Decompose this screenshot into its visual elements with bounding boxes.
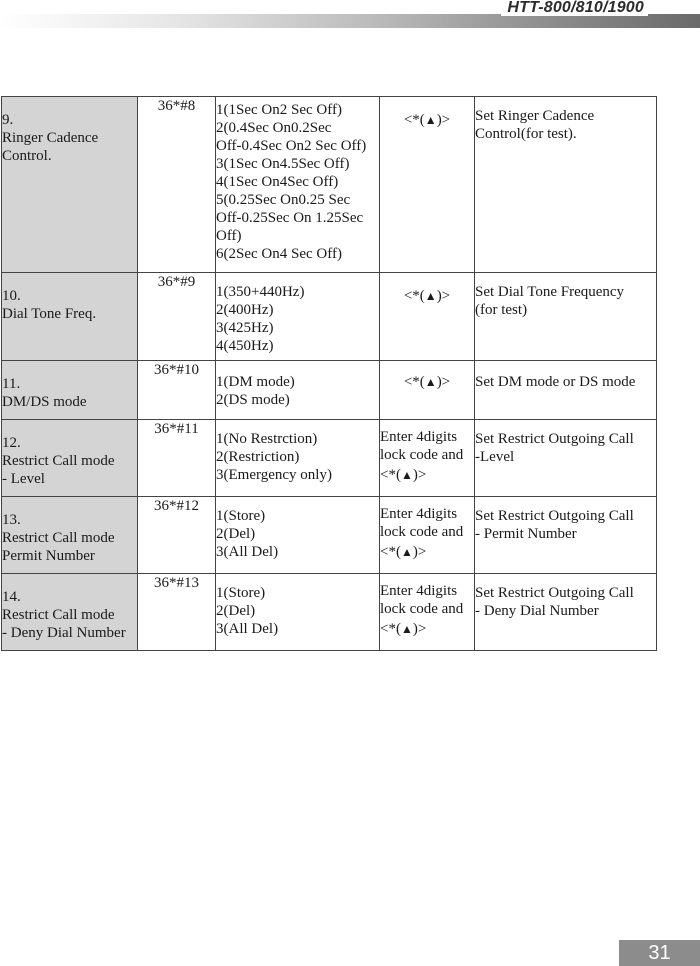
option-line: 1(DM mode) (216, 374, 295, 390)
feature-code-cell (138, 420, 216, 497)
setting-name-line: Ringer Cadence (2, 130, 99, 146)
options-cell (216, 574, 380, 651)
table-row (2, 97, 657, 273)
key-sequence (380, 620, 474, 638)
up-triangle-icon: ▲ (400, 545, 413, 559)
setting-name-line: Control. (2, 148, 52, 164)
feature-code-cell (138, 97, 216, 273)
setting-number: 12. (2, 435, 21, 451)
option-line: 3(All Del) (216, 621, 279, 637)
key-suffix: )> (436, 288, 451, 304)
setting-name-line: Dial Tone Freq. (2, 306, 97, 322)
option-line: 3(1Sec On4.5Sec Off) (216, 156, 350, 172)
setting-name-line: - Deny Dial Number (2, 625, 126, 641)
key-suffix: )> (412, 544, 427, 560)
options-cell (216, 361, 380, 420)
option-line: 1(350+440Hz) (216, 284, 305, 300)
up-triangle-icon: ▲ (400, 468, 413, 482)
key-sequence-cell (380, 420, 475, 497)
setting-number: 13. (2, 512, 21, 528)
key-prefix: <*( (380, 544, 401, 560)
up-triangle-icon: ▲ (424, 289, 437, 303)
option-line: 5(0.25Sec On0.25 Sec (216, 192, 351, 208)
key-sequence (380, 373, 474, 391)
key-prefix: <*( (380, 467, 401, 483)
option-line: Off-0.4Sec On2 Sec Off) (216, 138, 367, 154)
model-title: HTT-800/810/1900 (501, 0, 648, 16)
options-cell (216, 97, 380, 273)
description-line: - Permit Number (475, 526, 577, 542)
setting-name-cell (2, 273, 138, 361)
table-row (2, 361, 657, 420)
page-number-badge: 31 (619, 940, 700, 966)
setting-name-cell (2, 361, 138, 420)
description-line: Set Restrict Outgoing Call (475, 585, 634, 601)
option-line: 1(1Sec On2 Sec Off) (216, 102, 342, 118)
setting-number: 9. (2, 112, 14, 128)
key-sequence-cell (380, 497, 475, 574)
feature-code: 36*#11 (154, 421, 199, 437)
option-line: Off-0.25Sec On 1.25Sec (216, 210, 364, 226)
description-cell (475, 361, 657, 420)
up-triangle-icon: ▲ (400, 622, 413, 636)
key-sequence (380, 287, 474, 305)
key-sequence-cell (380, 361, 475, 420)
description-cell (475, 273, 657, 361)
key-prefix: <*( (403, 112, 425, 128)
up-triangle-icon: ▲ (424, 375, 437, 389)
key-prefix: <*( (380, 621, 401, 637)
key-sequence (380, 466, 474, 484)
key-sequence (380, 543, 474, 561)
description-line: Set DM mode or DS mode (475, 374, 636, 390)
table-row (2, 574, 657, 651)
option-line: 3(Emergency only) (216, 467, 332, 483)
description-line: -Level (475, 449, 515, 465)
description-line: Set Restrict Outgoing Call (475, 431, 634, 447)
table-row (2, 273, 657, 361)
description-cell (475, 420, 657, 497)
settings-table (1, 96, 657, 651)
option-line: 6(2Sec On4 Sec Off) (216, 246, 342, 262)
key-sequence (380, 111, 474, 129)
option-line: 2(DS mode) (216, 392, 290, 408)
option-line: 4(450Hz) (216, 338, 274, 354)
table-row (2, 497, 657, 574)
setting-number: 14. (2, 589, 21, 605)
option-line: 3(All Del) (216, 544, 279, 560)
option-line: 1(Store) (216, 508, 266, 524)
option-line: 1(No Restrction) (216, 431, 318, 447)
setting-number: 10. (2, 288, 21, 304)
feature-code: 36*#8 (157, 98, 196, 114)
table-body (2, 97, 657, 651)
feature-code-cell (138, 361, 216, 420)
feature-code: 36*#13 (154, 575, 199, 591)
feature-code: 36*#10 (154, 362, 199, 378)
up-triangle-icon: ▲ (424, 113, 437, 127)
feature-code: 36*#12 (154, 498, 199, 514)
description-cell (475, 574, 657, 651)
description-cell (475, 497, 657, 574)
key-suffix: )> (412, 467, 427, 483)
feature-code: 36*#9 (157, 274, 196, 290)
key-suffix: )> (412, 621, 427, 637)
setting-name-line: - Level (2, 471, 45, 487)
setting-name-cell (2, 420, 138, 497)
setting-name-cell (2, 497, 138, 574)
setting-name-line: Permit Number (2, 548, 95, 564)
option-line: Off) (216, 228, 242, 244)
option-line: 2(0.4Sec On0.2Sec (216, 120, 332, 136)
feature-code-cell (138, 574, 216, 651)
setting-name-cell (2, 97, 138, 273)
setting-name-line: Restrict Call mode (2, 530, 115, 546)
table-row (2, 420, 657, 497)
setting-name-cell (2, 574, 138, 651)
key-sequence-cell (380, 273, 475, 361)
description-line: Set Restrict Outgoing Call (475, 508, 634, 524)
key-sequence-cell (380, 97, 475, 273)
key-suffix: )> (436, 374, 451, 390)
lock-code-instruction: Enter 4digits lock code and (380, 429, 464, 463)
setting-name-line: Restrict Call mode (2, 607, 115, 623)
lock-code-instruction: Enter 4digits lock code and (380, 506, 464, 540)
feature-code-cell (138, 497, 216, 574)
option-line: 2(400Hz) (216, 302, 274, 318)
option-line: 1(Store) (216, 585, 266, 601)
option-line: 4(1Sec On4Sec Off) (216, 174, 339, 190)
setting-number: 11. (2, 376, 21, 392)
description-line: Control(for test). (475, 126, 577, 142)
options-cell (216, 420, 380, 497)
header-gradient-bar (0, 14, 700, 28)
key-prefix: <*( (403, 374, 425, 390)
key-prefix: <*( (403, 288, 425, 304)
option-line: 3(425Hz) (216, 320, 274, 336)
description-line: Set Dial Tone Frequency (475, 284, 625, 300)
description-cell (475, 97, 657, 273)
key-sequence-cell (380, 574, 475, 651)
description-line: Set Ringer Cadence (475, 108, 595, 124)
setting-name-line: Restrict Call mode (2, 453, 115, 469)
option-line: 2(Restriction) (216, 449, 300, 465)
feature-code-cell (138, 273, 216, 361)
option-line: 2(Del) (216, 603, 256, 619)
option-line: 2(Del) (216, 526, 256, 542)
description-line: - Deny Dial Number (475, 603, 599, 619)
key-suffix: )> (436, 112, 451, 128)
options-cell (216, 273, 380, 361)
options-cell (216, 497, 380, 574)
setting-name-line: DM/DS mode (2, 394, 87, 410)
lock-code-instruction: Enter 4digits lock code and (380, 583, 464, 617)
description-line: (for test) (475, 302, 528, 318)
